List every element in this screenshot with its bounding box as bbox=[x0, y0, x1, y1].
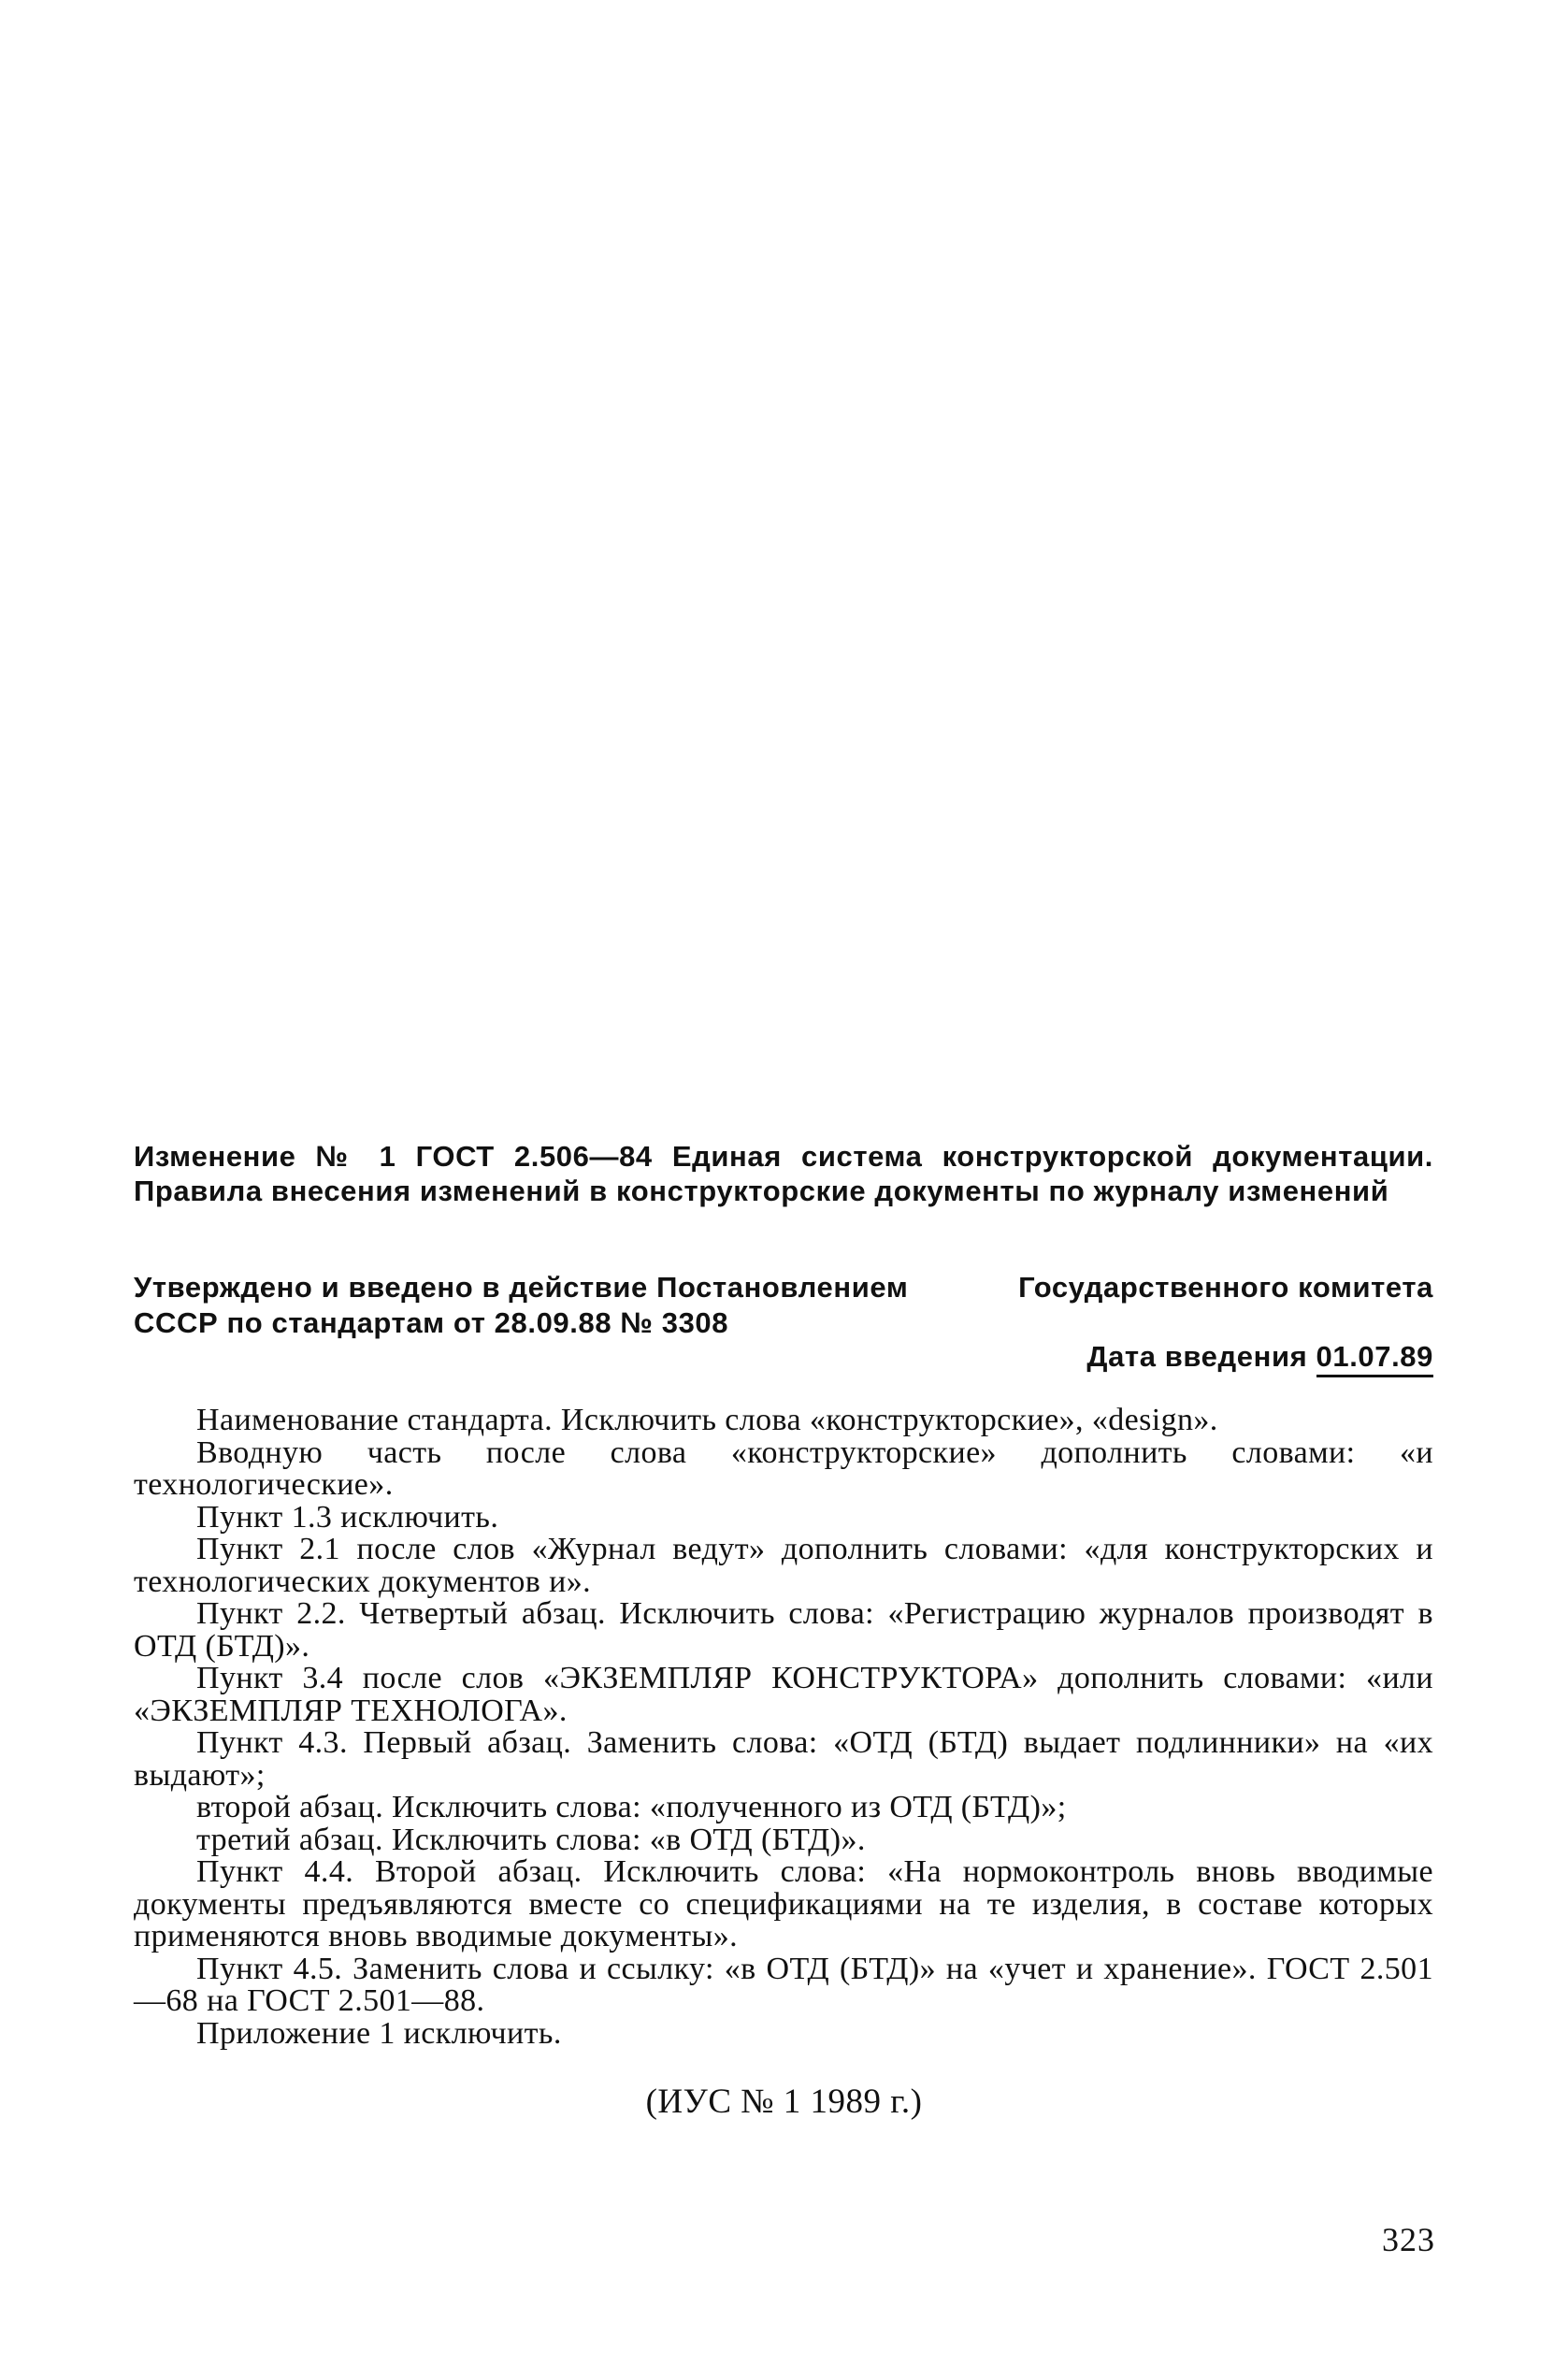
paragraph: Пункт 1.3 исключить. bbox=[196, 1499, 499, 1535]
approval-line-2: СССР по стандартам от 28.09.88 № 3308 bbox=[134, 1306, 729, 1339]
paragraph: Приложение 1 исключить. bbox=[196, 2015, 562, 2051]
paragraph: второй абзац. Исключить слова: «полученного из ОТД (БТД)»; bbox=[196, 1790, 1067, 1824]
change-notice-title: Изменение № 1 ГОСТ 2.506—84 Единая система конструкторской документации. Правила внесения изменений в конструкторские документы по журналу изменений bbox=[134, 1140, 1433, 1207]
page-number: 323 bbox=[1382, 2221, 1435, 2258]
introduction-date bbox=[1086, 1339, 1433, 1375]
paragraph: Наименование стандарта. Исключить слова «конструкторские», «design». bbox=[196, 1403, 1218, 1437]
amendment-body bbox=[134, 1405, 1433, 2050]
paragraph: Пункт 4.5. Заменить слова и ссылку: «в ОТД (БТД)» на «учет и хранение». ГОСТ 2.501—68 на ГОСТ 2.501—88. bbox=[134, 1951, 1433, 2018]
approval-line-1-left: Утверждено и введено в действие Постановлением bbox=[134, 1271, 909, 1304]
introduction-date-value: 01.07.89 bbox=[1316, 1340, 1433, 1377]
approval-line-1 bbox=[134, 1270, 1433, 1305]
source-reference: (ИУС № 1 1989 г.) bbox=[645, 2083, 923, 2121]
paragraph: Пункт 2.1 после слов «Журнал ведут» дополнить словами: «для конструкторских и технологических документов и». bbox=[134, 1532, 1433, 1599]
paragraph: Пункт 2.2. Четвертый абзац. Исключить слова: «Регистрацию журналов производят в ОТД (БТД)». bbox=[134, 1596, 1433, 1664]
approval-line-1-right: Государственного комитета bbox=[1018, 1271, 1433, 1304]
approval-statement bbox=[134, 1270, 1433, 1341]
paragraph: третий абзац. Исключить слова: «в ОТД (БТД)». bbox=[196, 1822, 866, 1857]
paragraph: Вводную часть после слова «конструкторские» дополнить словами: «и технологические». bbox=[134, 1434, 1433, 1502]
paragraph: Пункт 4.3. Первый абзац. Заменить слова: «ОТД (БТД) выдает подлинники» на «их выдают»; bbox=[134, 1725, 1433, 1793]
paragraph: Пункт 4.4. Второй абзац. Исключить слова: «На нормоконтроль вновь вводимые документы предъявляются вместе со спецификациями на те изделия, в составе которых применяются вновь вводимые документы». bbox=[134, 1854, 1433, 1953]
introduction-date-label: Дата введения bbox=[1086, 1340, 1316, 1373]
paragraph: Пункт 3.4 после слов «ЭКЗЕМПЛЯР КОНСТРУКТОРА» дополнить словами: «или «ЭКЗЕМПЛЯР ТЕХНОЛОГА». bbox=[134, 1661, 1433, 1728]
